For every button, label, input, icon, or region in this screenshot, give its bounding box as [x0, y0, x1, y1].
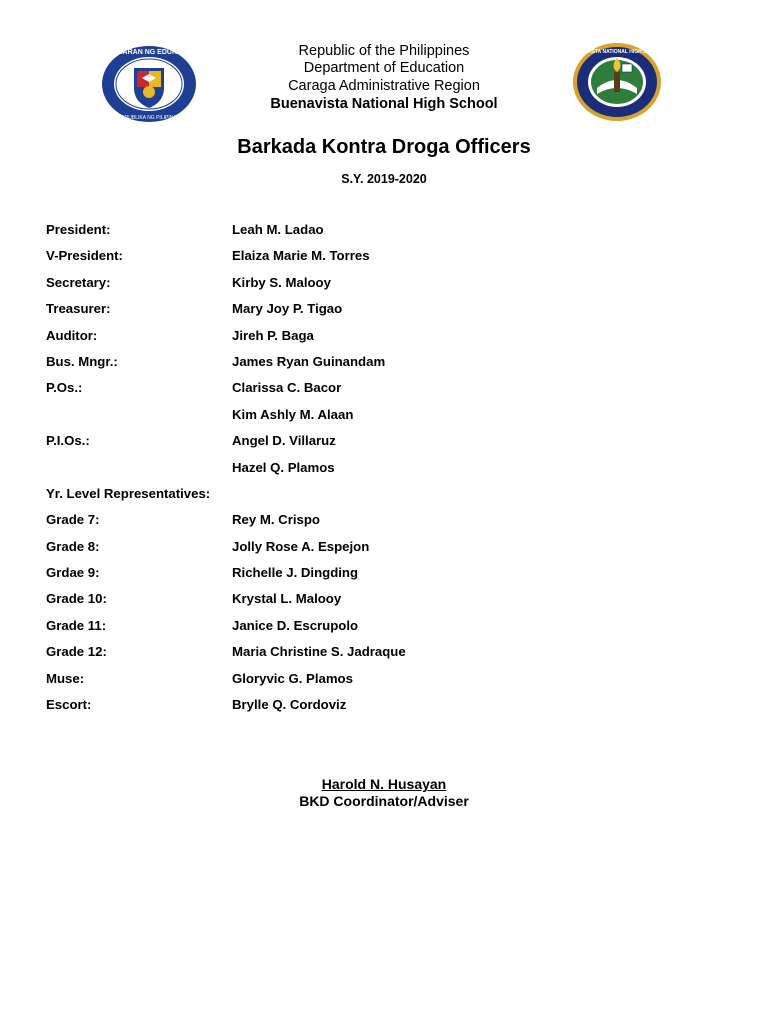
- officers-roster: [46, 222, 726, 723]
- officer-role: Secretary:: [46, 274, 111, 290]
- roster-row: [46, 671, 726, 697]
- seal-ring-text: KAGAWARAN NG EDUKASYON: [100, 49, 198, 56]
- roster-row: [46, 328, 726, 354]
- roster-row: [46, 565, 726, 591]
- officer-role: P.Os.:: [46, 380, 83, 396]
- seal-ring-text: BUENAVISTA NATIONAL HIGH SCHOOL: [572, 49, 662, 55]
- roster-row: [46, 591, 726, 617]
- roster-row: [46, 486, 726, 512]
- officer-role: Muse:: [46, 670, 85, 686]
- officer-role: Escort:: [46, 697, 92, 713]
- officer-name: Krystal L. Malooy: [232, 591, 342, 607]
- roster-row: [46, 407, 726, 433]
- signatory-name: Harold N. Husayan: [321, 776, 447, 792]
- roster-row: [46, 248, 726, 274]
- signatory-title: BKD Coordinator/Adviser: [299, 793, 469, 809]
- letterhead: [0, 0, 768, 120]
- officer-role: Grade 11:: [46, 617, 107, 633]
- deped-seal-icon: [100, 44, 198, 124]
- officer-name: Jolly Rose A. Espejon: [232, 538, 370, 554]
- officer-role: Grade 8:: [46, 538, 100, 554]
- officer-role: P.I.Os.:: [46, 433, 90, 449]
- officer-name: Mary Joy P. Tigao: [232, 301, 343, 317]
- officer-role: Yr. Level Representatives:: [46, 485, 211, 501]
- officer-name: Gloryvic G. Plamos: [232, 670, 353, 686]
- officer-name: Janice D. Escrupolo: [232, 617, 359, 633]
- roster-row: [46, 275, 726, 301]
- officer-name: Kim Ashly M. Alaan: [232, 406, 354, 422]
- roster-row: [46, 644, 726, 670]
- officer-name: Hazel Q. Plamos: [232, 459, 335, 475]
- roster-row: [46, 618, 726, 644]
- roster-row: [46, 512, 726, 538]
- officer-role: Grade 7:: [46, 512, 100, 528]
- roster-row: [46, 460, 726, 486]
- school-year: S.Y. 2019-2020: [341, 172, 427, 186]
- officer-role: Grdae 9:: [46, 565, 100, 581]
- officer-name: Leah M. Ladao: [232, 222, 324, 237]
- school-name: Buenavista National High School: [270, 95, 498, 112]
- roster-row: [46, 380, 726, 406]
- officer-name: Maria Christine S. Jadraque: [232, 644, 406, 660]
- roster-row: [46, 539, 726, 565]
- officer-role: Auditor:: [46, 327, 98, 343]
- letterhead-line-region: Caraga Administrative Region: [288, 77, 480, 94]
- officer-name: Brylle Q. Cordoviz: [232, 697, 347, 713]
- officer-name: James Ryan Guinandam: [232, 353, 386, 369]
- officer-name: Angel D. Villaruz: [232, 433, 336, 449]
- officer-role: President:: [46, 222, 111, 237]
- letterhead-line-republic: Republic of the Philippines: [298, 43, 470, 59]
- roster-row: [46, 222, 726, 248]
- roster-row: [46, 354, 726, 380]
- officer-role: Treasurer:: [46, 301, 111, 317]
- school-seal-icon: [572, 42, 662, 122]
- officer-role: Grade 10:: [46, 591, 107, 607]
- officer-name: Jireh P. Baga: [232, 327, 314, 343]
- roster-row: [46, 301, 726, 327]
- roster-row: [46, 433, 726, 459]
- document-title: Barkada Kontra Droga Officers: [237, 136, 531, 158]
- seal-bottom-text: REPUBLIKA NG PILIPINAS: [118, 115, 180, 121]
- roster-row: [46, 697, 726, 723]
- officer-role: Grade 12:: [46, 644, 107, 660]
- officer-name: Rey M. Crispo: [232, 512, 320, 528]
- officer-name: Elaiza Marie M. Torres: [232, 248, 370, 264]
- officer-name: Richelle J. Dingding: [232, 565, 359, 581]
- letterhead-line-department: Department of Education: [303, 60, 465, 77]
- officer-role: V-President:: [46, 248, 123, 264]
- officer-name: Kirby S. Malooy: [232, 274, 331, 290]
- officer-role: Bus. Mngr.:: [46, 353, 118, 369]
- officer-name: Clarissa C. Bacor: [232, 380, 342, 396]
- letterhead-text: [234, 43, 534, 113]
- signature-block: [0, 776, 768, 810]
